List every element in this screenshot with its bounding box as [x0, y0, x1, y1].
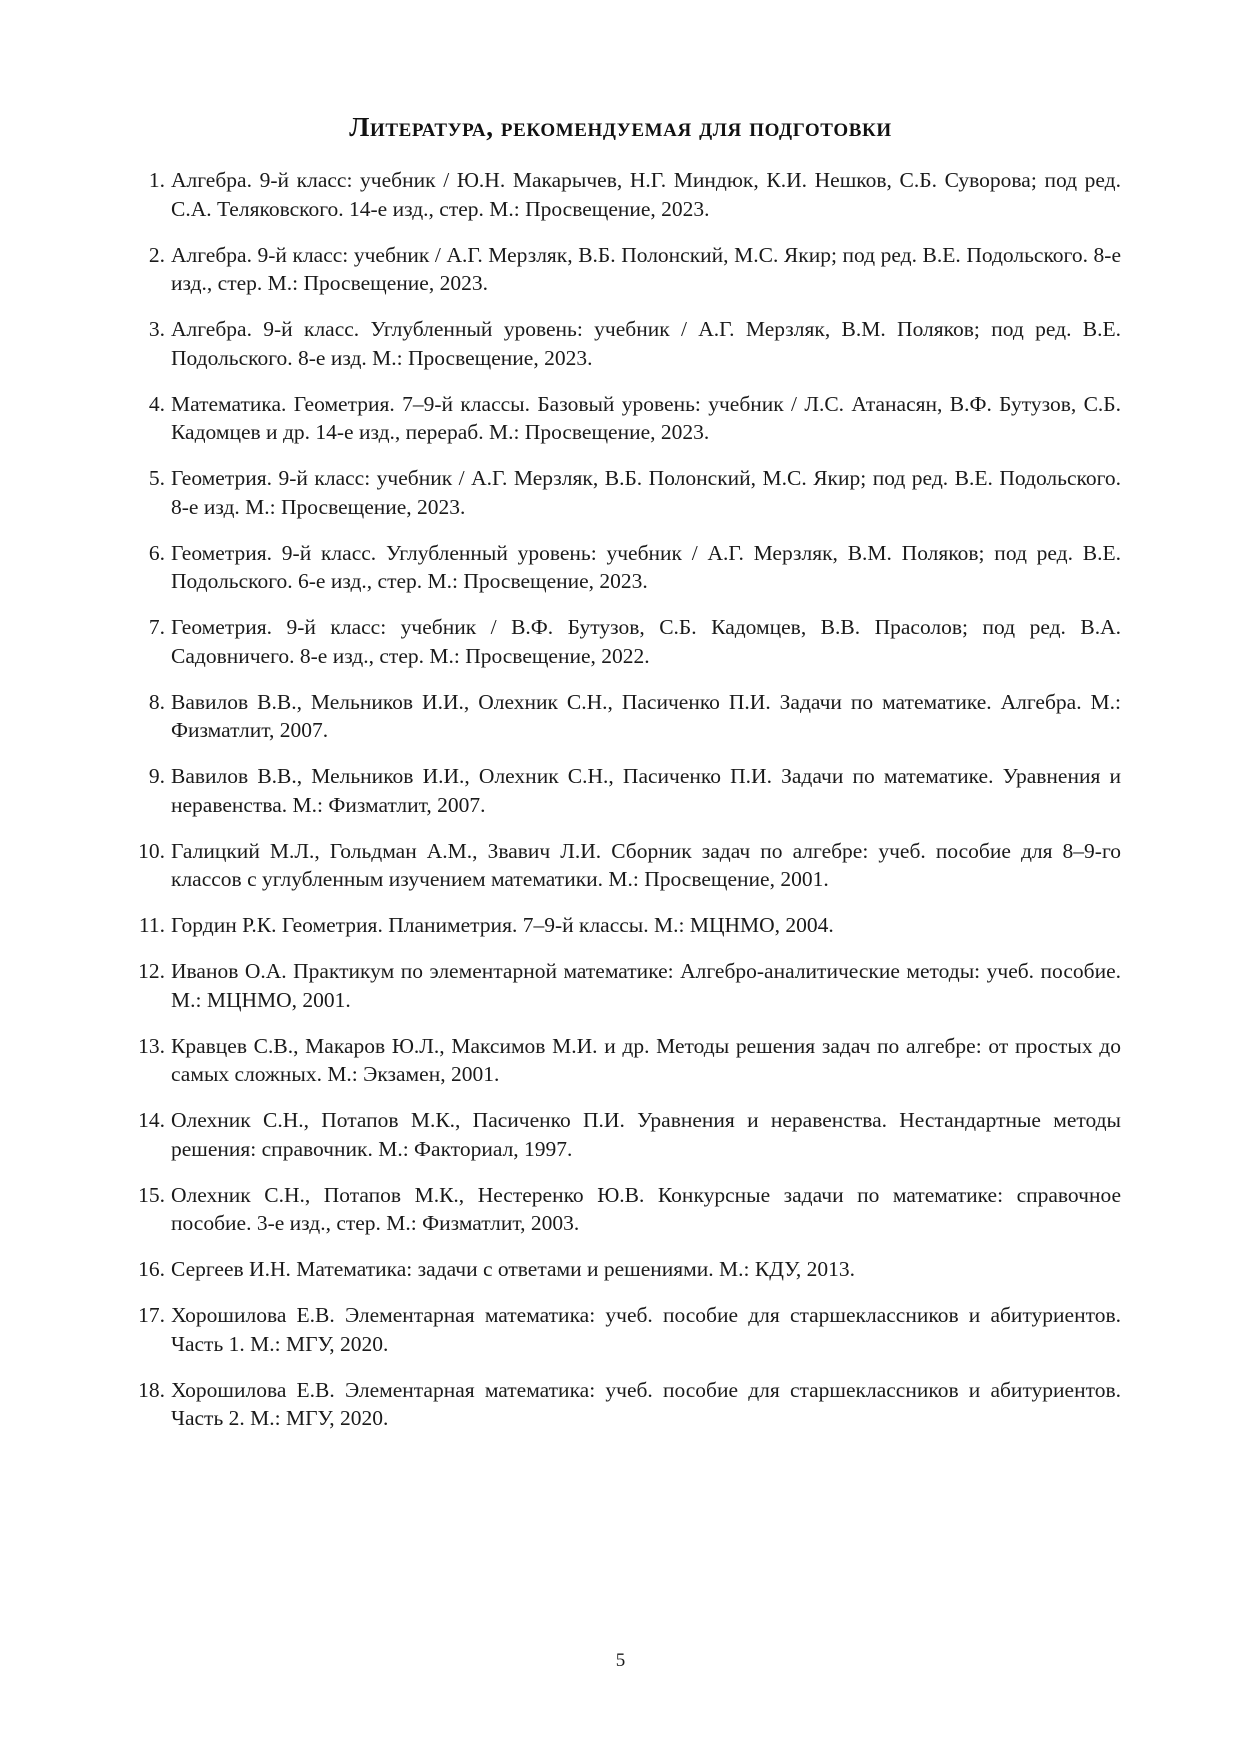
reference-item: [131, 166, 1121, 223]
reference-item: [131, 315, 1121, 372]
reference-number: 15.: [138, 1182, 165, 1207]
page-title: Литература, рекомендуемая для подготовки: [349, 112, 892, 142]
reference-number: 13.: [138, 1033, 165, 1058]
reference-text: Алгебра. 9-й класс. Углубленный уровень: учебник / А.Г. Мерзляк, В.М. Поляков; под ред. В.Е. Подольского. 8-е изд. М.: Просвещение, 2023.: [171, 317, 1121, 370]
reference-text: Математика. Геометрия. 7–9-й классы. Базовый уровень: учебник / Л.С. Атанасян, В.Ф. Бутузов, С.Б. Кадомцев и др. 14-е изд., перераб. М.: Просвещение, 2023.: [171, 391, 1121, 444]
reference-text: Гордин Р.К. Геометрия. Планиметрия. 7–9-й классы. М.: МЦНМО, 2004.: [171, 913, 834, 937]
reference-text: Алгебра. 9-й класс: учебник / Ю.Н. Макарычев, Н.Г. Миндюк, К.И. Нешков, С.Б. Суворова; под ред. С.А. Теляковского. 14-е изд., стер. М.: Просвещение, 2023.: [171, 168, 1121, 221]
reference-text: Галицкий М.Л., Гольдман А.М., Звавич Л.И. Сборник задач по алгебре: учеб. пособие для 8–9-го классов с углубленным изучением математики. М.: Просвещение, 2001.: [171, 838, 1121, 891]
reference-number: 3.: [148, 317, 165, 341]
reference-text: Алгебра. 9-й класс: учебник / А.Г. Мерзляк, В.Б. Полонский, М.С. Якир; под ред. В.Е. Подольского. 8-е изд., стер. М.: Просвещение, 2023.: [171, 242, 1121, 295]
reference-number: 18.: [138, 1377, 165, 1402]
reference-number: 16.: [138, 1257, 165, 1281]
reference-item: [131, 911, 1121, 940]
reference-text: Вавилов В.В., Мельников И.И., Олехник С.Н., Пасиченко П.И. Задачи по математике. Уравнения и неравенства. М.: Физматлит, 2007.: [171, 764, 1121, 817]
page-number: 5: [615, 1650, 626, 1671]
reference-item: [131, 957, 1121, 1014]
reference-number: 12.: [138, 959, 165, 983]
reference-item: [131, 241, 1121, 298]
reference-number: 7.: [148, 615, 165, 639]
reference-number: 17.: [138, 1303, 165, 1327]
reference-list: [131, 166, 1121, 1450]
reference-text: Кравцев С.В., Макаров Ю.Л., Максимов М.И. и др. Методы решения задач по алгебре: от простых до самых сложных. М.: Экзамен, 2001.: [171, 1033, 1121, 1086]
reference-item: [131, 1106, 1121, 1163]
reference-item: [131, 613, 1121, 670]
reference-number: 1.: [148, 168, 165, 192]
reference-number: 11.: [138, 913, 165, 937]
reference-text: Сергеев И.Н. Математика: задачи с ответами и решениями. М.: КДУ, 2013.: [171, 1257, 855, 1281]
reference-text: Геометрия. 9-й класс. Углубленный уровень: учебник / А.Г. Мерзляк, В.М. Поляков; под ред. В.Е. Подольского. 6-е изд., стер. М.: Просвещение, 2023.: [171, 540, 1121, 593]
reference-item: [131, 688, 1121, 745]
reference-text: Олехник С.Н., Потапов М.К., Нестеренко Ю.В. Конкурсные задачи по математике: справочное пособие. 3-е изд., стер. М.: Физматлит, 2003.: [171, 1182, 1121, 1235]
reference-item: [131, 1032, 1121, 1089]
reference-item: [131, 1376, 1121, 1433]
reference-number: 5.: [148, 466, 165, 490]
reference-number: 9.: [148, 764, 165, 788]
reference-text: Хорошилова Е.В. Элементарная математика: учеб. пособие для старшеклассников и абитуриентов. Часть 2. М.: МГУ, 2020.: [171, 1377, 1121, 1430]
reference-item: [131, 464, 1121, 521]
reference-number: 8.: [148, 689, 165, 714]
reference-text: Олехник С.Н., Потапов М.К., Пасиченко П.И. Уравнения и неравенства. Нестандартные методы решения: справочник. М.: Факториал, 1997.: [171, 1108, 1121, 1161]
reference-number: 10.: [138, 838, 165, 863]
reference-item: [131, 837, 1121, 894]
reference-item: [131, 1301, 1121, 1358]
reference-text: Хорошилова Е.В. Элементарная математика: учеб. пособие для старшеклассников и абитуриентов. Часть 1. М.: МГУ, 2020.: [171, 1303, 1121, 1356]
reference-number: 2.: [148, 242, 165, 267]
reference-item: [131, 1181, 1121, 1238]
reference-number: 14.: [138, 1108, 165, 1132]
reference-item: [131, 539, 1121, 596]
reference-text: Вавилов В.В., Мельников И.И., Олехник С.Н., Пасиченко П.И. Задачи по математике. Алгебра. М.: Физматлит, 2007.: [171, 689, 1121, 742]
reference-text: Геометрия. 9-й класс: учебник / А.Г. Мерзляк, В.Б. Полонский, М.С. Якир; под ред. В.Е. Подольского. 8-е изд. М.: Просвещение, 2023.: [171, 466, 1121, 519]
reference-text: Иванов О.А. Практикум по элементарной математике: Алгебро-аналитические методы: учеб. пособие. М.: МЦНМО, 2001.: [171, 959, 1121, 1012]
reference-number: 6.: [148, 540, 165, 565]
reference-item: [131, 1255, 1121, 1284]
reference-item: [131, 762, 1121, 819]
reference-number: 4.: [148, 391, 165, 416]
reference-item: [131, 390, 1121, 447]
reference-text: Геометрия. 9-й класс: учебник / В.Ф. Бутузов, С.Б. Кадомцев, В.В. Прасолов; под ред. В.А. Садовничего. 8-е изд., стер. М.: Просвещение, 2022.: [171, 615, 1121, 668]
